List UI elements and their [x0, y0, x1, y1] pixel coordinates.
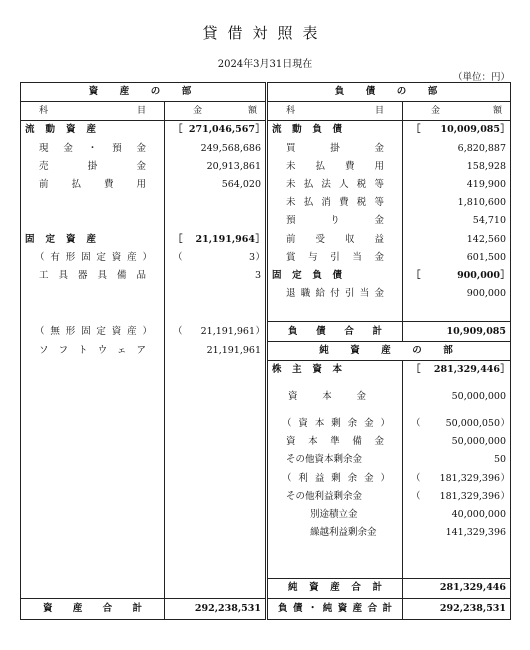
as-of-date: 2024年3月31日現在 — [217, 59, 313, 70]
prepaid-expenses-label: 前払費用 — [21, 176, 165, 194]
accounts-payable-label: 買掛金 — [267, 140, 403, 158]
intangible-fixed-assets-label: （無形固定資産） — [21, 322, 165, 341]
unearned-revenue-label: 前受収益 — [267, 231, 403, 249]
other-retained-earnings-label: その他利益剰余金 — [267, 488, 403, 506]
retained-earnings-amount: （ 181,329,396 ） — [403, 470, 511, 488]
other-retained-earnings-amount: （ 181,329,396 ） — [403, 488, 511, 506]
equity-section-header: 純 資 産 の 部 — [267, 341, 511, 360]
fixed-assets-amount: ［ 21,191,964 ］ — [165, 231, 267, 249]
accounts-receivable-label: 売掛金 — [21, 158, 165, 176]
special-reserve-label: 別途積立金 — [267, 506, 403, 524]
retained-earnings-label: （利益剰余金） — [267, 470, 403, 488]
income-tax-payable-label: 未払法人税等 — [267, 176, 403, 194]
capital-reserve-amount: 50,000,000 — [451, 436, 507, 448]
consumption-tax-payable-amount: 1,810,600 — [457, 197, 507, 209]
cash-deposits-amount: 249,568,686 — [165, 140, 267, 158]
income-tax-payable-amount: 419,900 — [466, 179, 507, 191]
other-capital-surplus-label: その他資本剰余金 — [267, 451, 403, 469]
accrued-expenses-amount: 158,928 — [466, 160, 507, 172]
prepaid-expenses-amount: 564,020 — [165, 176, 267, 194]
current-assets-amount: ［ 271,046,567 ］ — [165, 121, 267, 140]
tools-equipment-amount: 3 — [165, 267, 267, 285]
assets-amount-header: 金額 — [165, 102, 267, 121]
total-liabilities-net-assets-label: 負債・純資産合計 — [267, 598, 403, 619]
bonus-allowance-label: 賞与引当金 — [267, 249, 403, 267]
intangible-fixed-assets-amount: （ 21,191,961 ） — [165, 322, 267, 341]
fixed-liabilities-label: 固定負債 — [267, 267, 403, 285]
software-amount: 21,191,961 — [165, 341, 267, 360]
accounts-receivable-amount: 20,913,861 — [165, 158, 267, 176]
deposits-received-amount: 54,710 — [472, 215, 507, 227]
shareholders-equity-label: 株主資本 — [267, 360, 403, 379]
retirement-benefit-label: 退職給付引当金 — [267, 285, 403, 303]
accrued-expenses-label: 未払費用 — [267, 158, 403, 176]
current-assets-label: 流動資産 — [21, 121, 165, 140]
total-assets-amount: 292,238,531 — [165, 598, 267, 619]
carried-forward-earnings-label: 繰越利益剰余金 — [267, 524, 403, 542]
tools-equipment-label: 工具器具備品 — [21, 267, 165, 285]
current-liabilities-amount: ［ 10,009,085 ］ — [403, 121, 511, 140]
liabilities-section-header: 負 債 の 部 — [267, 83, 511, 102]
special-reserve-amount: 40,000,000 — [451, 509, 507, 521]
liabilities-amount-header: 金額 — [403, 102, 511, 121]
total-liabilities-amount: 10,909,085 — [403, 322, 511, 341]
unit-label: （単位：円） — [452, 72, 510, 83]
total-net-assets-label: 純資産合計 — [267, 579, 403, 598]
fixed-assets-label: 固定資産 — [21, 231, 165, 249]
bonus-allowance-amount: 601,500 — [466, 251, 507, 263]
current-liabilities-label: 流動負債 — [267, 121, 403, 140]
assets-section-header: 資 産 の 部 — [21, 83, 267, 102]
total-assets-label: 資産合計 — [21, 598, 165, 619]
total-liabilities-net-assets-amount: 292,238,531 — [403, 598, 511, 619]
unearned-revenue-amount: 142,560 — [466, 233, 507, 245]
liabilities-item-header: 科目 — [267, 102, 403, 121]
tangible-fixed-assets-label: （有形固定資産） — [21, 249, 165, 267]
software-label: ソフトウェア — [21, 341, 165, 360]
consumption-tax-payable-label: 未払消費税等 — [267, 194, 403, 212]
total-liabilities-label: 負債合計 — [267, 322, 403, 341]
retirement-benefit-amount: 900,000 — [466, 288, 507, 300]
carried-forward-earnings-amount: 141,329,396 — [445, 527, 507, 539]
document-title: 貸借対照表 — [202, 24, 328, 42]
balance-sheet-table — [20, 82, 511, 620]
tangible-fixed-assets-amount: （ 3 ） — [165, 249, 267, 267]
deposits-received-label: 預り金 — [267, 212, 403, 230]
capital-stock-amount: 50,000,000 — [451, 391, 507, 402]
total-net-assets-amount: 281,329,446 — [403, 579, 511, 598]
cash-deposits-label: 現金・預金 — [21, 140, 165, 158]
shareholders-equity-amount: ［ 281,329,446 ］ — [403, 360, 511, 379]
fixed-liabilities-amount: ［ 900,000 ］ — [403, 267, 511, 285]
capital-reserve-label: 資本準備金 — [267, 433, 403, 451]
other-capital-surplus-amount: 50 — [493, 454, 507, 466]
capital-surplus-label: （資本剰余金） — [267, 415, 403, 433]
assets-item-header: 科目 — [21, 102, 165, 121]
capital-stock-label: 資本金 — [267, 379, 403, 415]
accounts-payable-amount: 6,820,887 — [457, 142, 507, 154]
capital-surplus-amount: （ 50,000,050 ） — [403, 415, 511, 433]
